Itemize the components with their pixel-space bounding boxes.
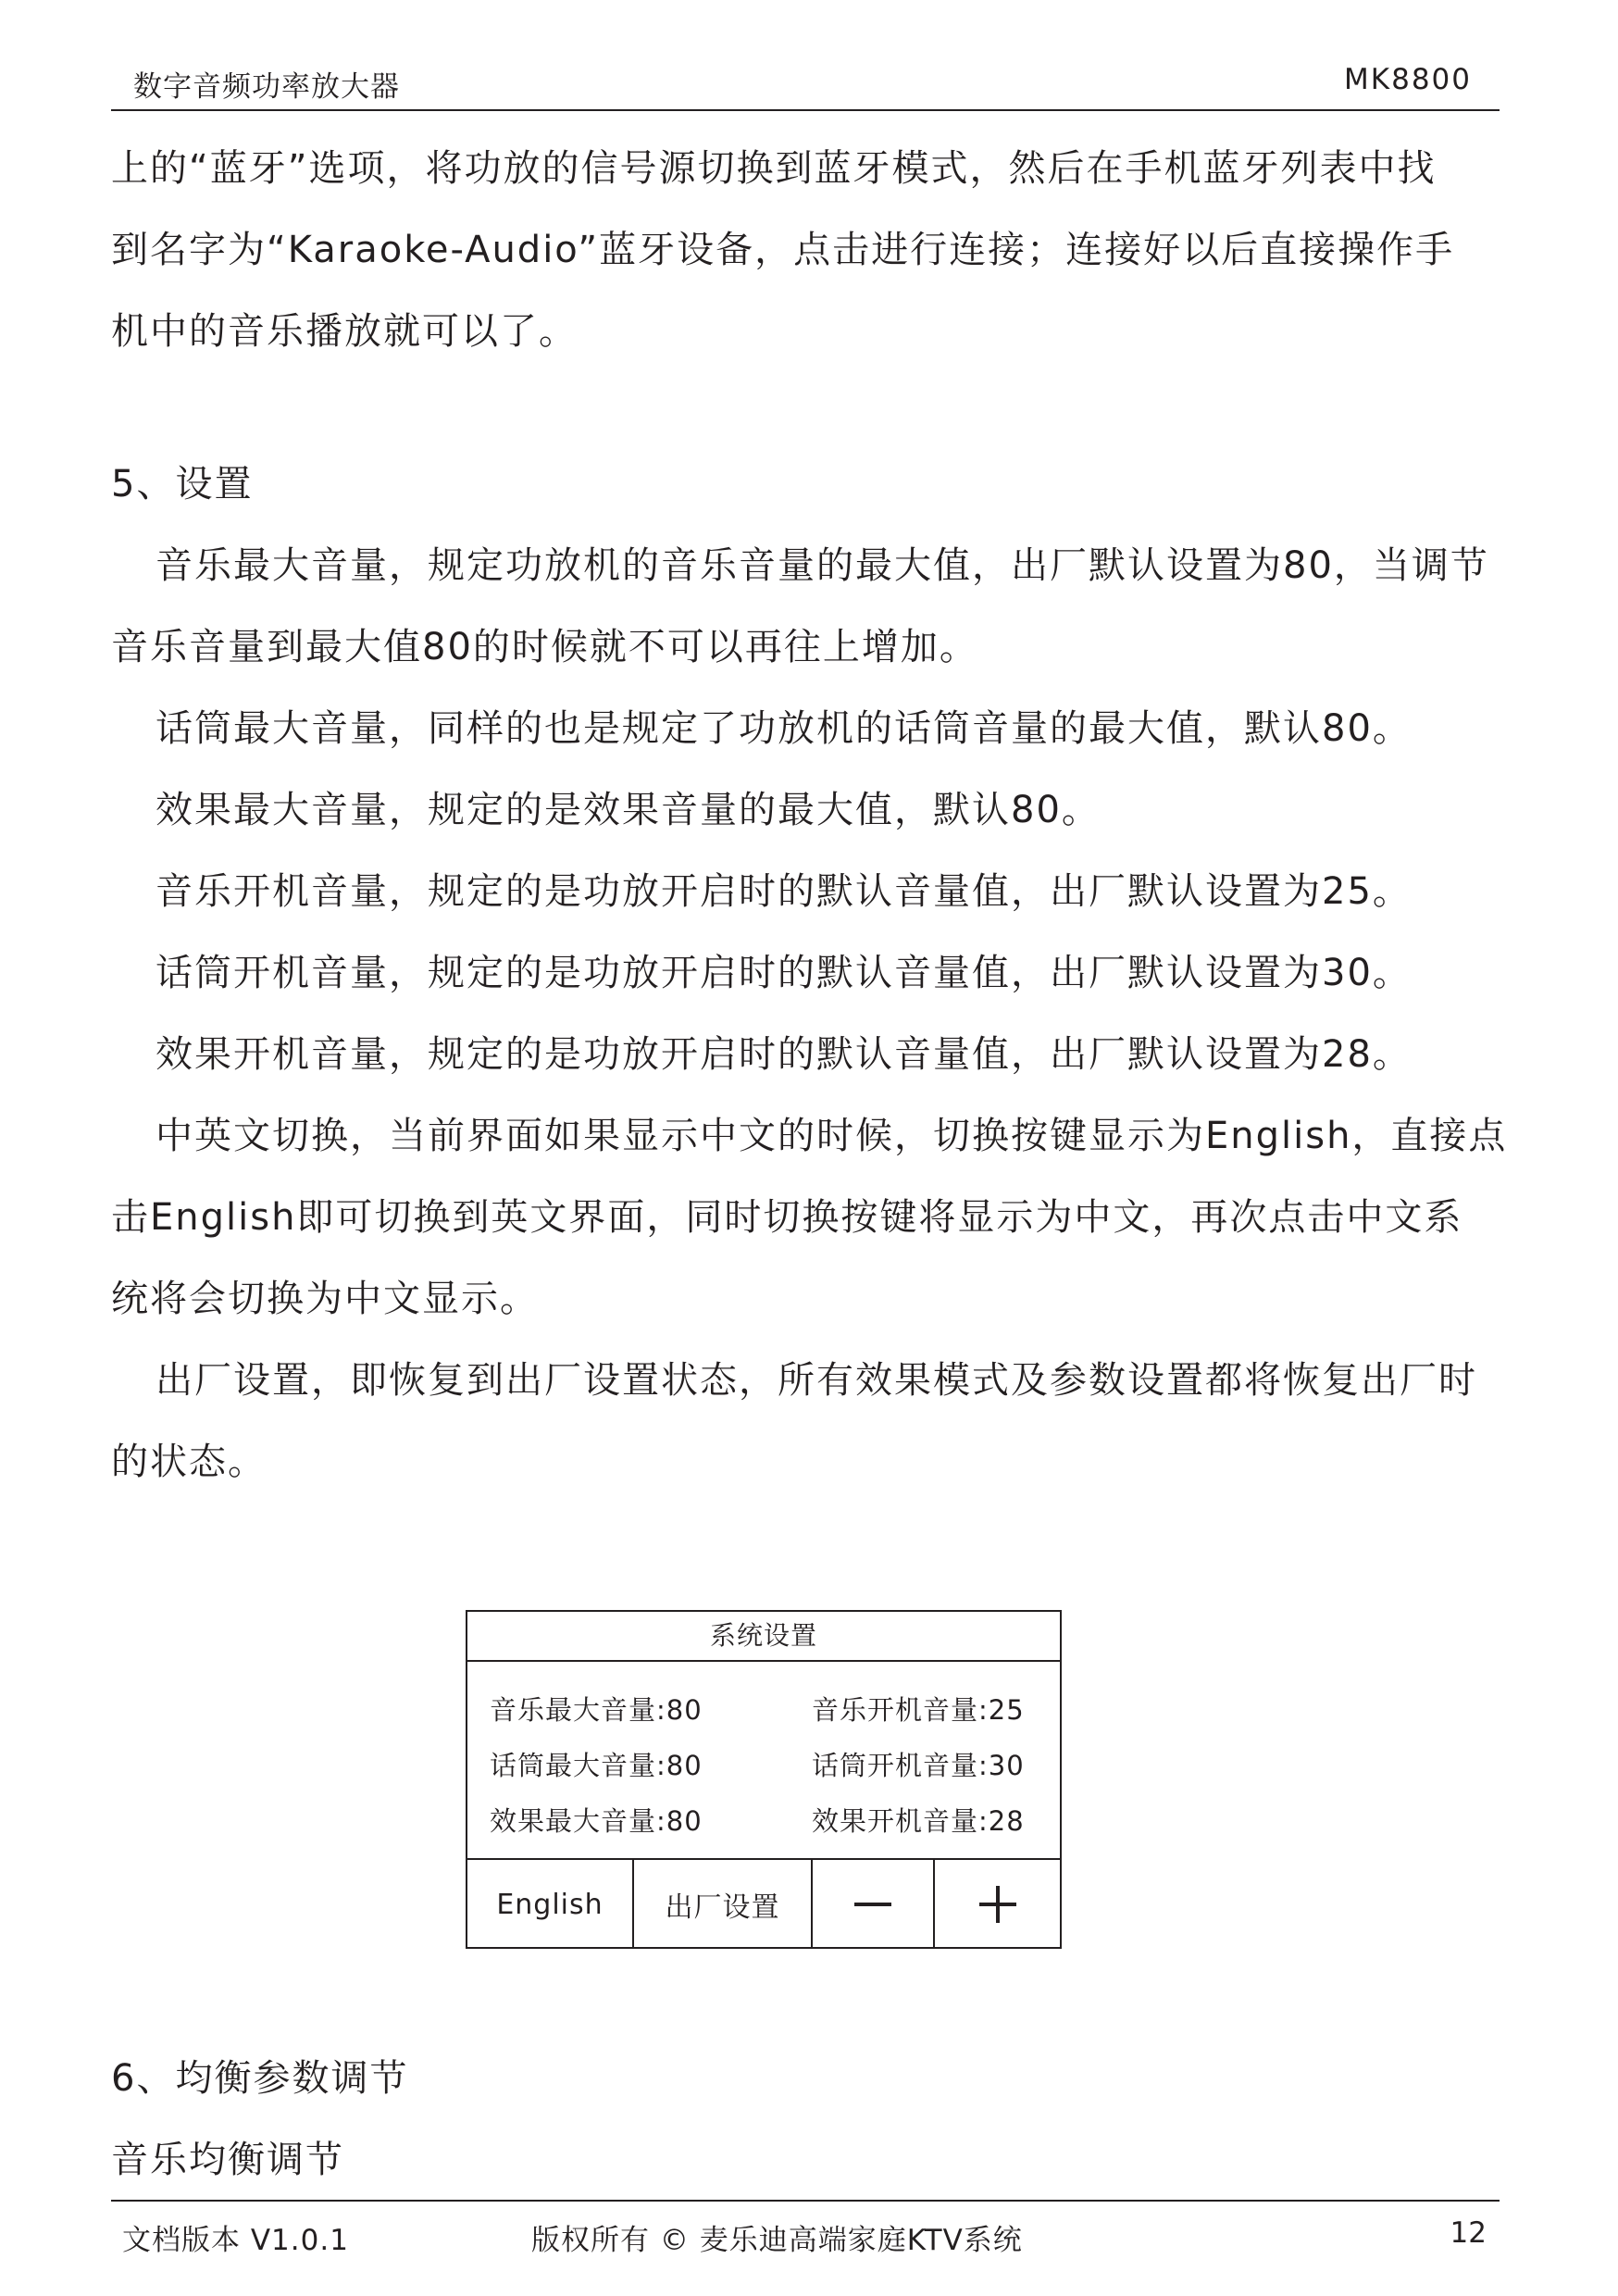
intro-line-1: 上的“蓝牙”选项，将功放的信号源切换到蓝牙模式，然后在手机蓝牙列表中找 xyxy=(111,147,1437,190)
increase-button[interactable] xyxy=(935,1860,1060,1949)
settings-row xyxy=(467,1682,1060,1738)
section-5-heading: 5、设置 xyxy=(111,463,254,505)
settings-values xyxy=(467,1662,1060,1860)
page-content xyxy=(111,128,1537,2201)
page-footer xyxy=(111,2200,1500,2257)
para-music-max-cont: 音乐音量到最大值80的时候就不可以再往上增加。 xyxy=(111,626,978,668)
panel-button-bar xyxy=(467,1860,1060,1949)
settings-row xyxy=(467,1738,1060,1793)
page-header xyxy=(111,59,1500,111)
header-title: 数字音频功率放大器 xyxy=(133,70,400,104)
panel-title: 系统设置 xyxy=(467,1612,1060,1662)
system-settings-panel xyxy=(466,1610,1062,1949)
para-factory-2: 的状态。 xyxy=(111,1441,267,1483)
para-effect-max: 效果最大音量，规定的是效果音量的最大值，默认80。 xyxy=(156,789,1101,831)
minus-icon xyxy=(853,1884,893,1925)
english-button[interactable]: English xyxy=(467,1860,634,1949)
plus-icon xyxy=(977,1884,1018,1925)
document-version: 文档版本 V1.0.1 xyxy=(122,2224,349,2257)
music-startup-volume[interactable]: 音乐开机音量:25 xyxy=(812,1694,1025,1726)
section-6-heading: 6、均衡参数调节 xyxy=(111,2057,409,2100)
effect-startup-volume[interactable]: 效果开机音量:28 xyxy=(812,1805,1025,1837)
music-max-volume[interactable]: 音乐最大音量:80 xyxy=(490,1694,703,1726)
spacer xyxy=(111,1503,1537,1610)
intro-line-2: 到名字为“Karaoke-Audio”蓝牙设备，点击进行连接；连接好以后直接操作手 xyxy=(111,229,1455,271)
para-music-max: 音乐最大音量，规定功放机的音乐音量的最大值，出厂默认设置为80，当调节 xyxy=(156,544,1489,587)
effect-max-volume[interactable]: 效果最大音量:80 xyxy=(490,1805,703,1837)
para-mic-startup: 话筒开机音量，规定的是功放开启时的默认音量值，出厂默认设置为30。 xyxy=(156,952,1412,994)
mic-max-volume[interactable]: 话筒最大音量:80 xyxy=(490,1750,703,1781)
page-number: 12 xyxy=(1450,2216,1487,2250)
settings-row xyxy=(467,1793,1060,1849)
para-language-3: 统将会切换为中文显示。 xyxy=(111,1278,539,1320)
mic-startup-volume[interactable]: 话筒开机音量:30 xyxy=(812,1750,1025,1781)
para-factory-1: 出厂设置，即恢复到出厂设置状态，所有效果模式及参数设置都将恢复出厂时 xyxy=(156,1359,1477,1402)
para-effect-startup: 效果开机音量，规定的是功放开启时的默认音量值，出厂默认设置为28。 xyxy=(156,1033,1412,1076)
para-mic-max: 话筒最大音量，同样的也是规定了功放机的话筒音量的最大值，默认80。 xyxy=(156,707,1412,750)
copyright: 版权所有 © 麦乐迪高端家庭KTV系统 xyxy=(531,2224,1023,2257)
section-6-subheading: 音乐均衡调节 xyxy=(111,2139,344,2181)
decrease-button[interactable] xyxy=(813,1860,935,1949)
para-language-1: 中英文切换，当前界面如果显示中文的时候，切换按键显示为English，直接点 xyxy=(156,1115,1508,1157)
header-model: MK8800 xyxy=(1344,63,1472,96)
spacer xyxy=(111,372,1537,443)
para-music-startup: 音乐开机音量，规定的是功放开启时的默认音量值，出厂默认设置为25。 xyxy=(156,870,1412,913)
para-language-2: 击English即可切换到英文界面，同时切换按键将显示为中文，再次点击中文系 xyxy=(111,1196,1463,1239)
spacer xyxy=(111,1949,1537,2038)
intro-line-3: 机中的音乐播放就可以了。 xyxy=(111,310,578,353)
factory-reset-button[interactable]: 出厂设置 xyxy=(634,1860,813,1949)
